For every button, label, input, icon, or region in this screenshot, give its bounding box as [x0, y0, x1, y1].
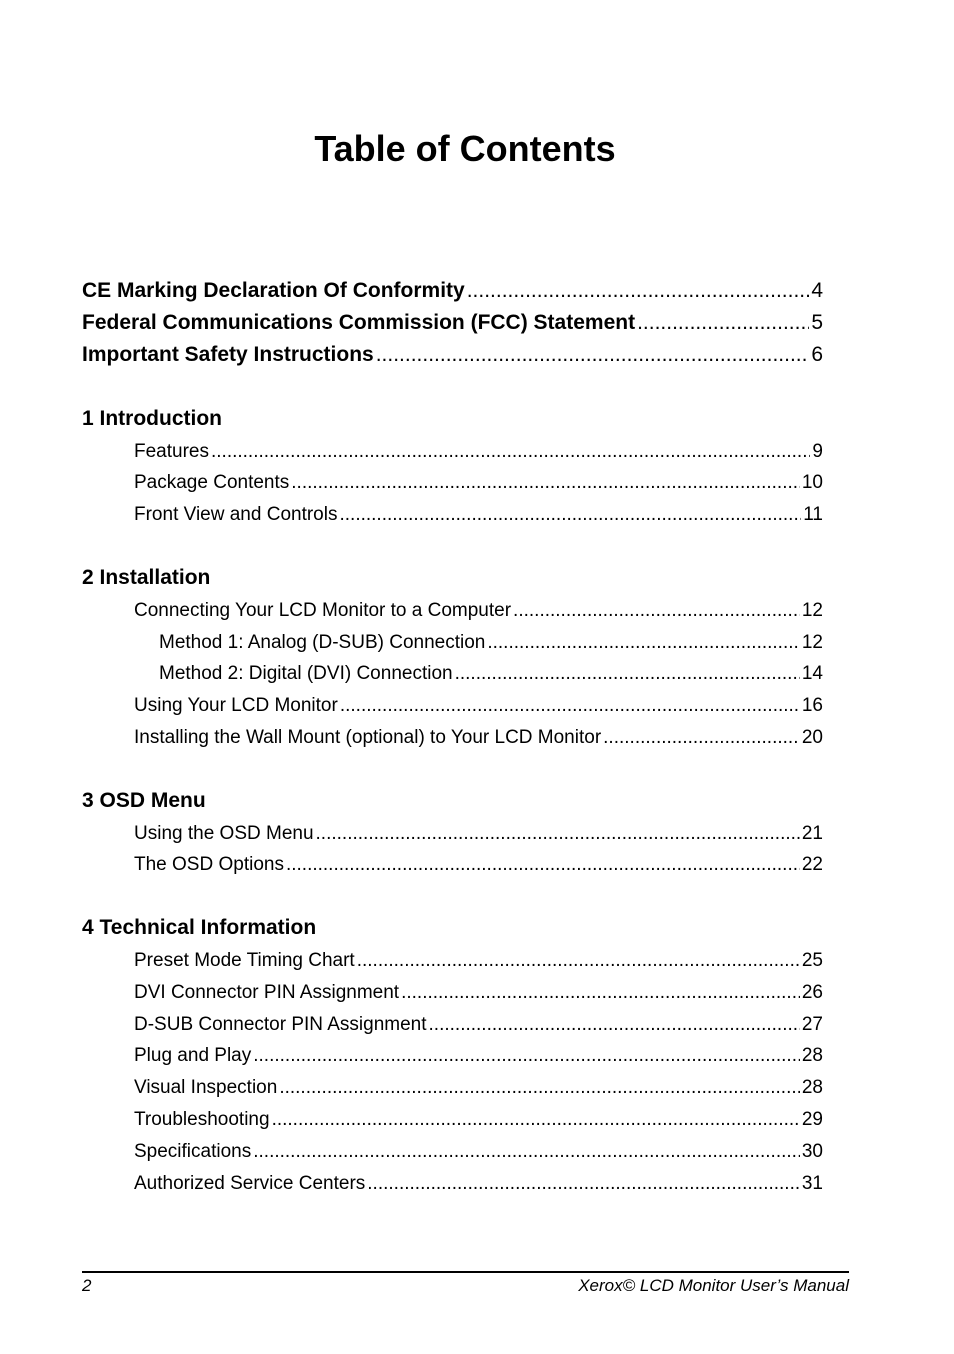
section-heading-technical-information[interactable]: 4 Technical Information — [82, 916, 317, 939]
toc-entry-label: Method 1: Analog (D-SUB) Connection — [159, 632, 486, 653]
dot-leader — [467, 279, 810, 303]
toc-entry-page: 10 — [801, 472, 823, 493]
toc-entry-package-contents[interactable] — [134, 472, 823, 494]
toc-entry-label: Specifications — [134, 1141, 252, 1162]
dot-leader — [357, 950, 800, 972]
toc-entry-troubleshooting[interactable] — [134, 1109, 823, 1131]
toc-entry-label: Important Safety Instructions — [82, 343, 374, 366]
toc-entry-label: Installing the Wall Mount (optional) to Your LCD Monitor — [134, 727, 602, 748]
toc-entry-label: The OSD Options — [134, 854, 284, 875]
toc-entry-label: Troubleshooting — [134, 1109, 270, 1130]
table-of-contents — [82, 0, 823, 1230]
dot-leader — [316, 823, 800, 845]
toc-entry-page: 30 — [801, 1141, 823, 1162]
footer-divider — [82, 1271, 849, 1273]
toc-entry-method-1[interactable] — [159, 632, 823, 654]
dot-leader — [339, 504, 801, 526]
toc-entry-page: 5 — [811, 311, 823, 334]
footer-manual-title: Xerox© LCD Monitor User’s Manual — [578, 1276, 849, 1295]
toc-entry-page: 9 — [812, 441, 823, 462]
toc-entry-visual-inspection[interactable] — [134, 1077, 823, 1099]
dot-leader — [487, 632, 800, 654]
toc-entry-page: 22 — [801, 854, 823, 875]
toc-entry-connecting[interactable] — [134, 600, 823, 622]
toc-entry-label: DVI Connector PIN Assignment — [134, 982, 400, 1003]
dot-leader — [401, 982, 800, 1004]
dot-leader — [291, 472, 800, 494]
toc-entry-dvi-pin[interactable] — [134, 982, 823, 1004]
toc-entry-label: Visual Inspection — [134, 1077, 278, 1098]
toc-entry-label: Front View and Controls — [134, 504, 338, 525]
toc-entry-using-osd[interactable] — [134, 823, 823, 845]
toc-entry-specifications[interactable] — [134, 1141, 823, 1163]
dot-leader — [286, 854, 800, 876]
toc-entry-page: 20 — [801, 727, 823, 748]
dot-leader — [455, 663, 800, 685]
toc-entry-dsub-pin[interactable] — [134, 1014, 823, 1036]
toc-entry-label: Federal Communications Commission (FCC) Statement — [82, 311, 636, 334]
toc-entry-label: Authorized Service Centers — [134, 1173, 366, 1194]
toc-entry-features[interactable] — [134, 441, 823, 463]
toc-entry-using-monitor[interactable] — [134, 695, 823, 717]
toc-entry-label: CE Marking Declaration Of Conformity — [82, 279, 465, 302]
dot-leader — [637, 311, 809, 335]
toc-entry-label: Using Your LCD Monitor — [134, 695, 338, 716]
toc-entry-page: 28 — [801, 1045, 823, 1066]
toc-entry-label: Features — [134, 441, 209, 462]
toc-entry-wall-mount[interactable] — [134, 727, 823, 749]
dot-leader — [340, 695, 800, 717]
dot-leader — [603, 727, 800, 749]
toc-entry-page: 14 — [801, 663, 823, 684]
toc-entry-page: 12 — [801, 632, 823, 653]
dot-leader — [253, 1141, 800, 1163]
toc-entry-method-2[interactable] — [159, 663, 823, 685]
toc-entry-label: Method 2: Digital (DVI) Connection — [159, 663, 453, 684]
section-heading-installation[interactable]: 2 Installation — [82, 566, 211, 589]
toc-entry-ce-marking[interactable] — [82, 279, 823, 303]
toc-entry-page: 21 — [801, 823, 823, 844]
dot-leader — [376, 343, 810, 367]
dot-leader — [279, 1077, 800, 1099]
toc-entry-fcc-statement[interactable] — [82, 311, 823, 335]
toc-entry-preset-mode[interactable] — [134, 950, 823, 972]
dot-leader — [367, 1173, 800, 1195]
toc-entry-page: 27 — [801, 1014, 823, 1035]
toc-entry-page: 25 — [801, 950, 823, 971]
dot-leader — [429, 1014, 800, 1036]
toc-entry-page: 4 — [811, 279, 823, 302]
page-title: Table of Contents — [314, 128, 616, 169]
section-heading-introduction[interactable]: 1 Introduction — [82, 407, 222, 430]
dot-leader — [211, 441, 810, 463]
toc-entry-label: Using the OSD Menu — [134, 823, 314, 844]
toc-entry-safety-instructions[interactable] — [82, 343, 823, 367]
toc-entry-page: 12 — [801, 600, 823, 621]
toc-entry-page: 11 — [803, 504, 823, 525]
toc-entry-page: 28 — [801, 1077, 823, 1098]
footer-page-number: 2 — [82, 1276, 92, 1295]
toc-entry-page: 6 — [811, 343, 823, 366]
toc-entry-osd-options[interactable] — [134, 854, 823, 876]
toc-entry-label: Plug and Play — [134, 1045, 252, 1066]
toc-entry-plug-and-play[interactable] — [134, 1045, 823, 1067]
toc-entry-front-view[interactable] — [134, 504, 823, 526]
toc-entry-label: Preset Mode Timing Chart — [134, 950, 355, 971]
toc-entry-label: Connecting Your LCD Monitor to a Computer — [134, 600, 512, 621]
toc-entry-label: Package Contents — [134, 472, 290, 493]
toc-entry-page: 29 — [801, 1109, 823, 1130]
toc-entry-label: D-SUB Connector PIN Assignment — [134, 1014, 427, 1035]
dot-leader — [253, 1045, 800, 1067]
section-heading-osd-menu[interactable]: 3 OSD Menu — [82, 789, 206, 812]
toc-entry-page: 26 — [801, 982, 823, 1003]
toc-entry-page: 16 — [801, 695, 823, 716]
toc-entry-service-centers[interactable] — [134, 1173, 823, 1195]
dot-leader — [272, 1109, 800, 1131]
toc-entry-page: 31 — [801, 1173, 823, 1194]
dot-leader — [513, 600, 800, 622]
